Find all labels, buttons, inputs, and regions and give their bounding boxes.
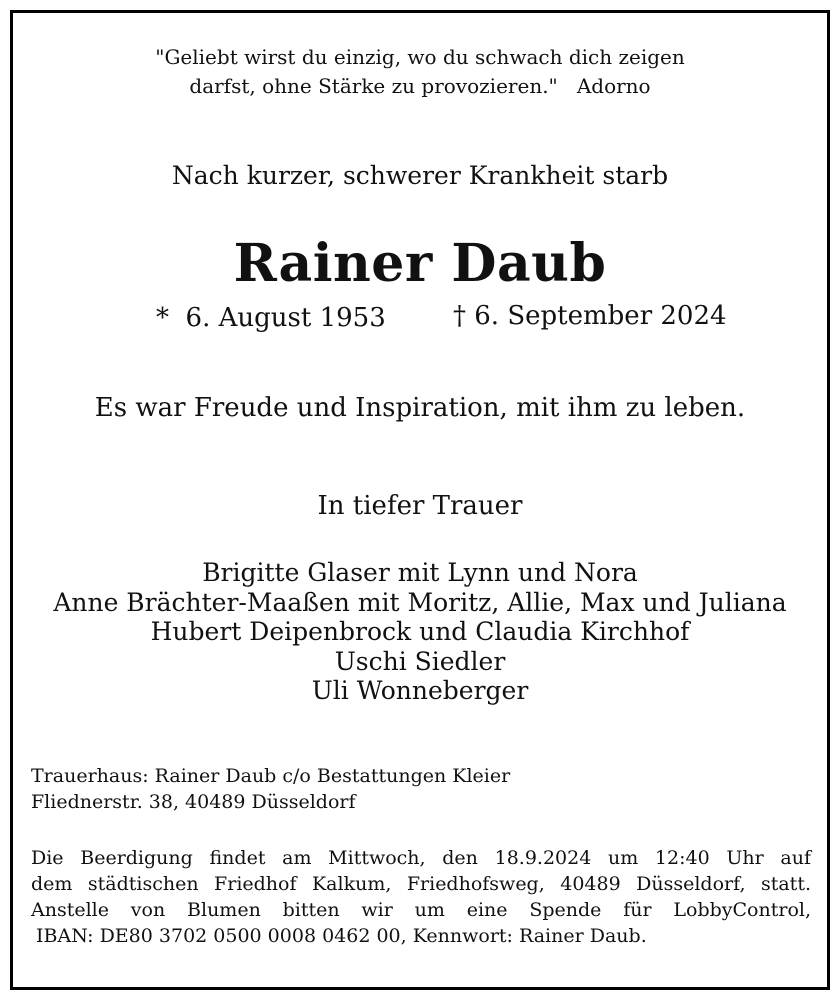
death-date: † 6. September 2024: [453, 301, 727, 331]
quote-line: "Geliebt wirst du einzig, wo du schwach dich zeigen: [155, 45, 685, 69]
intro-text: Nach kurzer, schwerer Krankheit starb: [171, 161, 669, 190]
funeral-details: [31, 845, 811, 949]
mourner-entry: Anne Brächter-Maaßen mit Moritz, Allie, Max und Juliana: [53, 587, 787, 617]
funeral-line: Anstelle von Blumen bitten wir um eine Spende für LobbyControl,: [31, 899, 811, 921]
funeral-line: Die Beerdigung findet am Mittwoch, den 18.9.2024 um 12:40 Uhr auf: [31, 847, 811, 869]
funeral-line: IBAN: DE80 3702 0500 0008 0462 00, Kennwort: Rainer Daub.: [36, 925, 647, 947]
quote-line: darfst, ohne Stärke zu provozieren." Adorno: [189, 74, 651, 98]
epigraph-quote: [13, 43, 827, 101]
obituary-notice: [10, 10, 830, 990]
mourners-list: [13, 558, 827, 706]
mourner-entry: Uli Wonneberger: [311, 676, 529, 705]
motto-text: Es war Freude und Inspiration, mit ihm zu leben.: [94, 393, 746, 423]
address-line: Trauerhaus: Rainer Daub c/o Bestattungen Kleier: [31, 765, 511, 787]
birth-date: * 6. August 1953: [156, 303, 386, 333]
mourner-entry: Hubert Deipenbrock und Claudia Kirchhof: [150, 617, 690, 646]
mourner-entry: Brigitte Glaser mit Lynn und Nora: [202, 558, 638, 587]
address-line: Fliednerstr. 38, 40489 Düsseldorf: [31, 791, 356, 813]
mourning-heading: In tiefer Trauer: [317, 491, 523, 521]
deceased-name: Rainer Daub: [233, 233, 607, 294]
funeral-line: dem städtischen Friedhof Kalkum, Friedhofsweg, 40489 Düsseldorf, statt.: [31, 873, 811, 895]
mourning-house-address: [31, 763, 510, 815]
mourner-entry: Uschi Siedler: [334, 646, 506, 676]
